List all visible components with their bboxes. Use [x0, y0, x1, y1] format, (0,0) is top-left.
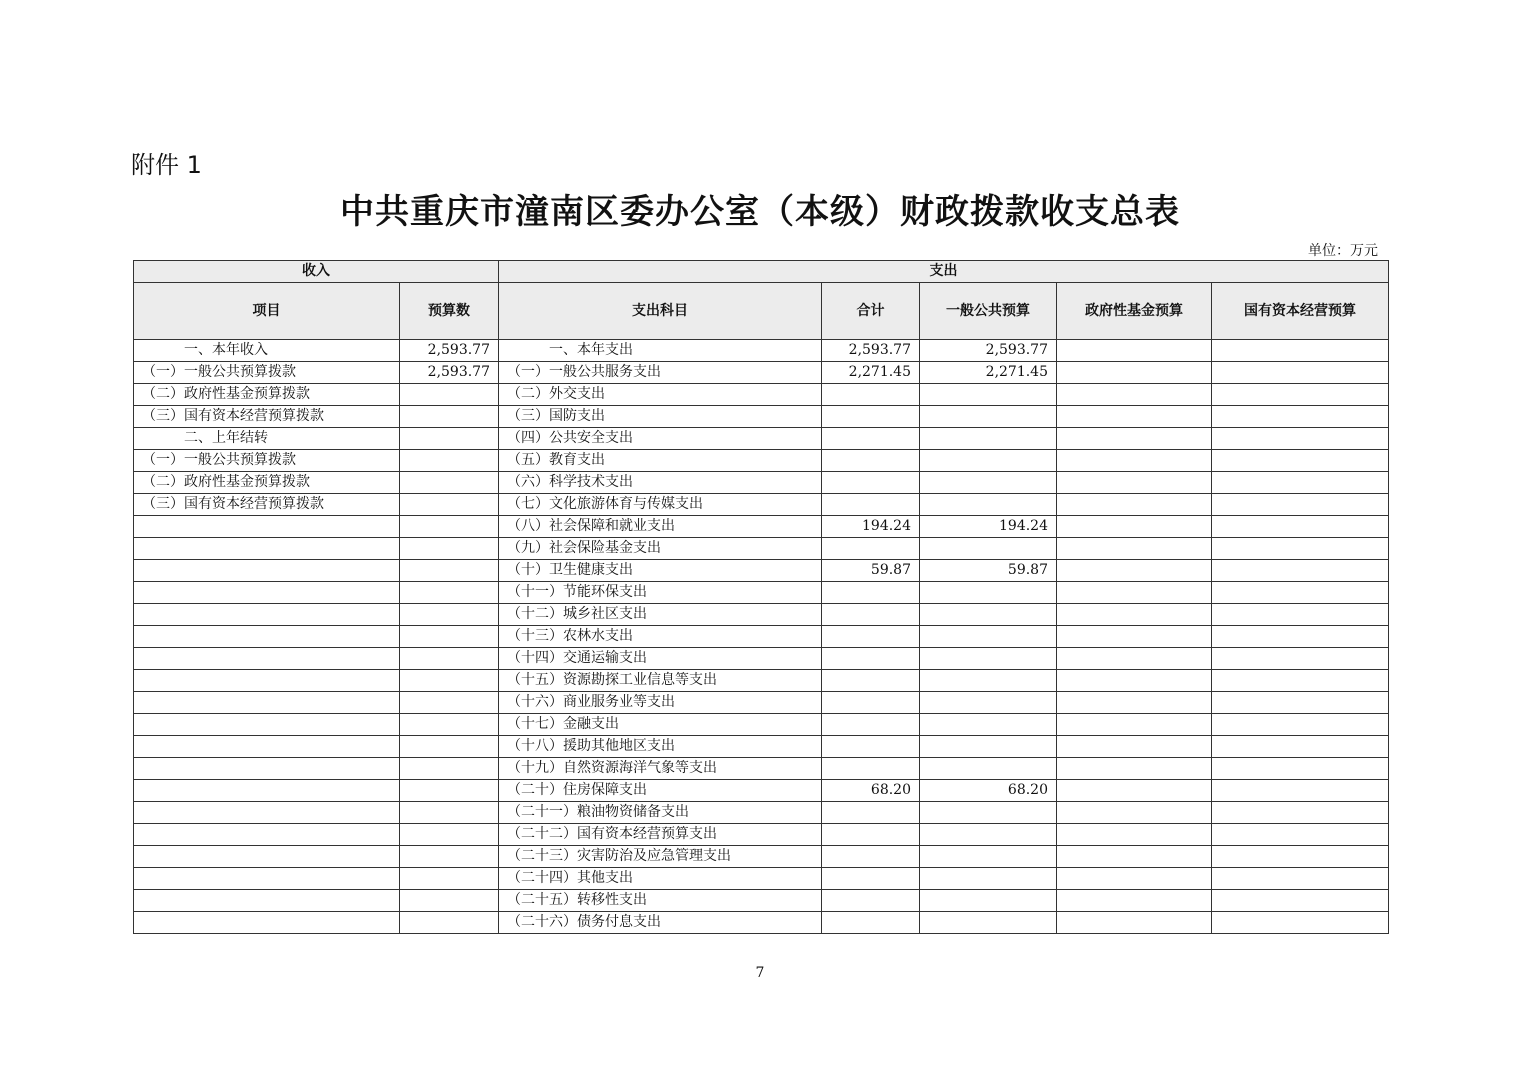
- state-capital-budget-cell: [1212, 846, 1389, 868]
- total-cell: [822, 604, 920, 626]
- total-cell: 2,271.45: [822, 362, 920, 384]
- general-budget-cell: [920, 890, 1057, 912]
- income-budget-cell: [400, 384, 499, 406]
- expense-subject-cell: （八）社会保障和就业支出: [499, 516, 822, 538]
- table-row: [134, 868, 1389, 890]
- total-cell: [822, 428, 920, 450]
- general-budget-cell: [920, 626, 1057, 648]
- state-capital-budget-cell: [1212, 648, 1389, 670]
- income-budget-cell: [400, 538, 499, 560]
- income-budget-cell: [400, 582, 499, 604]
- income-item-cell: [134, 758, 400, 780]
- income-budget-cell: [400, 824, 499, 846]
- income-budget-cell: [400, 494, 499, 516]
- general-budget-cell: [920, 846, 1057, 868]
- table-row: [134, 912, 1389, 934]
- general-budget-cell: [920, 912, 1057, 934]
- state-capital-budget-cell: [1212, 736, 1389, 758]
- total-cell: [822, 494, 920, 516]
- total-cell: [822, 912, 920, 934]
- income-budget-cell: [400, 868, 499, 890]
- expense-subject-cell: （三）国防支出: [499, 406, 822, 428]
- col-header-expense-subject: 支出科目: [499, 283, 822, 340]
- total-cell: [822, 736, 920, 758]
- table-row: [134, 428, 1389, 450]
- col-header-total: 合计: [822, 283, 920, 340]
- expense-subject-cell: （五）教育支出: [499, 450, 822, 472]
- state-capital-budget-cell: [1212, 890, 1389, 912]
- table-row: [134, 494, 1389, 516]
- table-row: [134, 846, 1389, 868]
- expense-subject-cell: （十四）交通运输支出: [499, 648, 822, 670]
- income-budget-cell: [400, 516, 499, 538]
- income-item-cell: [134, 890, 400, 912]
- state-capital-budget-cell: [1212, 912, 1389, 934]
- expense-subject-cell: （二十五）转移性支出: [499, 890, 822, 912]
- income-item-cell: [134, 780, 400, 802]
- table-row: [134, 340, 1389, 362]
- income-budget-cell: [400, 780, 499, 802]
- expense-subject-cell: （二十四）其他支出: [499, 868, 822, 890]
- income-item-cell: [134, 538, 400, 560]
- income-item-cell: （三）国有资本经营预算拨款: [134, 406, 400, 428]
- income-budget-cell: [400, 604, 499, 626]
- table-row: [134, 714, 1389, 736]
- income-item-cell: [134, 912, 400, 934]
- general-budget-cell: [920, 868, 1057, 890]
- total-cell: 2,593.77: [822, 340, 920, 362]
- table-row: [134, 582, 1389, 604]
- income-budget-cell: [400, 846, 499, 868]
- expense-subject-cell: （二十）住房保障支出: [499, 780, 822, 802]
- state-capital-budget-cell: [1212, 868, 1389, 890]
- general-budget-cell: [920, 494, 1057, 516]
- income-budget-cell: [400, 670, 499, 692]
- table-row: [134, 890, 1389, 912]
- attachment-label: 附件 1: [131, 151, 202, 179]
- income-budget-cell: 2,593.77: [400, 340, 499, 362]
- income-item-cell: [134, 626, 400, 648]
- table-row: [134, 648, 1389, 670]
- state-capital-budget-cell: [1212, 758, 1389, 780]
- fund-budget-cell: [1057, 648, 1212, 670]
- total-cell: [822, 846, 920, 868]
- state-capital-budget-cell: [1212, 604, 1389, 626]
- expense-subject-cell: （二十三）灾害防治及应急管理支出: [499, 846, 822, 868]
- total-cell: [822, 802, 920, 824]
- total-cell: [822, 384, 920, 406]
- state-capital-budget-cell: [1212, 472, 1389, 494]
- fund-budget-cell: [1057, 736, 1212, 758]
- state-capital-budget-cell: [1212, 384, 1389, 406]
- general-budget-cell: [920, 604, 1057, 626]
- table-row: [134, 824, 1389, 846]
- col-header-budget: 预算数: [400, 283, 499, 340]
- table-row: [134, 384, 1389, 406]
- total-cell: 68.20: [822, 780, 920, 802]
- fund-budget-cell: [1057, 340, 1212, 362]
- income-budget-cell: [400, 736, 499, 758]
- fund-budget-cell: [1057, 758, 1212, 780]
- col-header-state-capital-budget: 国有资本经营预算: [1212, 283, 1389, 340]
- table-row: [134, 362, 1389, 384]
- fund-budget-cell: [1057, 384, 1212, 406]
- income-item-cell: [134, 648, 400, 670]
- expense-subject-cell: （四）公共安全支出: [499, 428, 822, 450]
- state-capital-budget-cell: [1212, 824, 1389, 846]
- income-budget-cell: [400, 912, 499, 934]
- income-budget-cell: [400, 560, 499, 582]
- expense-subject-cell: （十六）商业服务业等支出: [499, 692, 822, 714]
- fund-budget-cell: [1057, 780, 1212, 802]
- general-budget-cell: 2,271.45: [920, 362, 1057, 384]
- table-row: [134, 560, 1389, 582]
- table-row: [134, 472, 1389, 494]
- fund-budget-cell: [1057, 670, 1212, 692]
- state-capital-budget-cell: [1212, 450, 1389, 472]
- state-capital-budget-cell: [1212, 714, 1389, 736]
- general-budget-cell: [920, 450, 1057, 472]
- income-budget-cell: [400, 450, 499, 472]
- table-row: [134, 604, 1389, 626]
- fund-budget-cell: [1057, 406, 1212, 428]
- general-budget-cell: [920, 824, 1057, 846]
- total-cell: [822, 758, 920, 780]
- total-cell: [822, 890, 920, 912]
- state-capital-budget-cell: [1212, 692, 1389, 714]
- fund-budget-cell: [1057, 560, 1212, 582]
- table-row: [134, 538, 1389, 560]
- expense-subject-cell: （六）科学技术支出: [499, 472, 822, 494]
- expense-subject-cell: （十二）城乡社区支出: [499, 604, 822, 626]
- income-budget-cell: 2,593.77: [400, 362, 499, 384]
- table-row: [134, 802, 1389, 824]
- page-number: 7: [755, 965, 765, 981]
- income-item-cell: [134, 692, 400, 714]
- fund-budget-cell: [1057, 846, 1212, 868]
- fund-budget-cell: [1057, 802, 1212, 824]
- table-row: [134, 736, 1389, 758]
- total-cell: [822, 538, 920, 560]
- expense-subject-cell: （十九）自然资源海洋气象等支出: [499, 758, 822, 780]
- state-capital-budget-cell: [1212, 494, 1389, 516]
- total-cell: [822, 868, 920, 890]
- expense-subject-cell: （二十一）粮油物资储备支出: [499, 802, 822, 824]
- expense-subject-cell: （十五）资源勘探工业信息等支出: [499, 670, 822, 692]
- page-title: 中共重庆市潼南区委办公室（本级）财政拨款收支总表: [340, 192, 1180, 232]
- general-budget-cell: 194.24: [920, 516, 1057, 538]
- general-budget-cell: [920, 692, 1057, 714]
- state-capital-budget-cell: [1212, 516, 1389, 538]
- income-item-cell: 一、本年收入: [134, 340, 400, 362]
- total-cell: [822, 626, 920, 648]
- total-cell: [822, 648, 920, 670]
- income-budget-cell: [400, 692, 499, 714]
- income-item-cell: [134, 714, 400, 736]
- state-capital-budget-cell: [1212, 538, 1389, 560]
- income-item-cell: [134, 582, 400, 604]
- fund-budget-cell: [1057, 714, 1212, 736]
- expense-subject-cell: （一）一般公共服务支出: [499, 362, 822, 384]
- income-budget-cell: [400, 714, 499, 736]
- fund-budget-cell: [1057, 890, 1212, 912]
- general-budget-cell: [920, 802, 1057, 824]
- income-budget-cell: [400, 626, 499, 648]
- state-capital-budget-cell: [1212, 340, 1389, 362]
- income-item-cell: [134, 802, 400, 824]
- expense-subject-cell: （十八）援助其他地区支出: [499, 736, 822, 758]
- state-capital-budget-cell: [1212, 802, 1389, 824]
- general-budget-cell: [920, 736, 1057, 758]
- fund-budget-cell: [1057, 582, 1212, 604]
- income-budget-cell: [400, 758, 499, 780]
- income-item-cell: （二）政府性基金预算拨款: [134, 472, 400, 494]
- state-capital-budget-cell: [1212, 582, 1389, 604]
- income-budget-cell: [400, 472, 499, 494]
- fund-budget-cell: [1057, 692, 1212, 714]
- state-capital-budget-cell: [1212, 670, 1389, 692]
- expense-subject-cell: （二十六）债务付息支出: [499, 912, 822, 934]
- income-item-cell: 二、上年结转: [134, 428, 400, 450]
- general-budget-cell: [920, 428, 1057, 450]
- fund-budget-cell: [1057, 472, 1212, 494]
- expense-subject-cell: （二十二）国有资本经营预算支出: [499, 824, 822, 846]
- state-capital-budget-cell: [1212, 406, 1389, 428]
- fund-budget-cell: [1057, 868, 1212, 890]
- income-item-cell: [134, 604, 400, 626]
- expense-group-header: 支出: [499, 261, 1389, 283]
- expense-subject-cell: （十）卫生健康支出: [499, 560, 822, 582]
- income-item-cell: [134, 846, 400, 868]
- general-budget-cell: [920, 538, 1057, 560]
- income-item-cell: （三）国有资本经营预算拨款: [134, 494, 400, 516]
- expense-subject-cell: 一、本年支出: [499, 340, 822, 362]
- fund-budget-cell: [1057, 450, 1212, 472]
- table-row: [134, 626, 1389, 648]
- general-budget-cell: [920, 384, 1057, 406]
- income-item-cell: [134, 824, 400, 846]
- group-header-row: [134, 261, 1389, 283]
- income-item-cell: [134, 868, 400, 890]
- general-budget-cell: [920, 714, 1057, 736]
- income-item-cell: （一）一般公共预算拨款: [134, 450, 400, 472]
- col-header-general-budget: 一般公共预算: [920, 283, 1057, 340]
- state-capital-budget-cell: [1212, 780, 1389, 802]
- state-capital-budget-cell: [1212, 626, 1389, 648]
- table-row: [134, 780, 1389, 802]
- expense-subject-cell: （二）外交支出: [499, 384, 822, 406]
- fund-budget-cell: [1057, 494, 1212, 516]
- income-item-cell: [134, 736, 400, 758]
- income-item-cell: [134, 516, 400, 538]
- income-budget-cell: [400, 428, 499, 450]
- col-header-fund-budget: 政府性基金预算: [1057, 283, 1212, 340]
- table-row: [134, 670, 1389, 692]
- income-budget-cell: [400, 802, 499, 824]
- table-row: [134, 450, 1389, 472]
- state-capital-budget-cell: [1212, 428, 1389, 450]
- expense-subject-cell: （十三）农林水支出: [499, 626, 822, 648]
- expense-subject-cell: （十七）金融支出: [499, 714, 822, 736]
- fund-budget-cell: [1057, 516, 1212, 538]
- income-budget-cell: [400, 648, 499, 670]
- total-cell: [822, 582, 920, 604]
- table-row: [134, 406, 1389, 428]
- total-cell: 194.24: [822, 516, 920, 538]
- income-item-cell: （二）政府性基金预算拨款: [134, 384, 400, 406]
- general-budget-cell: [920, 758, 1057, 780]
- fund-budget-cell: [1057, 362, 1212, 384]
- general-budget-cell: [920, 406, 1057, 428]
- fund-budget-cell: [1057, 824, 1212, 846]
- total-cell: [822, 714, 920, 736]
- state-capital-budget-cell: [1212, 362, 1389, 384]
- general-budget-cell: 59.87: [920, 560, 1057, 582]
- income-item-cell: [134, 560, 400, 582]
- table-row: [134, 516, 1389, 538]
- income-group-header: 收入: [134, 261, 499, 283]
- income-budget-cell: [400, 406, 499, 428]
- fund-budget-cell: [1057, 626, 1212, 648]
- total-cell: [822, 824, 920, 846]
- col-header-item: 项目: [134, 283, 400, 340]
- total-cell: 59.87: [822, 560, 920, 582]
- general-budget-cell: [920, 582, 1057, 604]
- table-row: [134, 758, 1389, 780]
- fund-budget-cell: [1057, 428, 1212, 450]
- total-cell: [822, 670, 920, 692]
- general-budget-cell: 2,593.77: [920, 340, 1057, 362]
- column-header-row: [134, 283, 1389, 340]
- income-budget-cell: [400, 890, 499, 912]
- total-cell: [822, 692, 920, 714]
- total-cell: [822, 450, 920, 472]
- total-cell: [822, 472, 920, 494]
- general-budget-cell: [920, 472, 1057, 494]
- unit-label: 单位：万元: [1308, 243, 1378, 259]
- general-budget-cell: 68.20: [920, 780, 1057, 802]
- table-row: [134, 692, 1389, 714]
- fund-budget-cell: [1057, 604, 1212, 626]
- total-cell: [822, 406, 920, 428]
- income-item-cell: （一）一般公共预算拨款: [134, 362, 400, 384]
- expense-subject-cell: （九）社会保险基金支出: [499, 538, 822, 560]
- income-item-cell: [134, 670, 400, 692]
- general-budget-cell: [920, 670, 1057, 692]
- fund-budget-cell: [1057, 538, 1212, 560]
- expense-subject-cell: （七）文化旅游体育与传媒支出: [499, 494, 822, 516]
- budget-table: [133, 260, 1389, 934]
- state-capital-budget-cell: [1212, 560, 1389, 582]
- expense-subject-cell: （十一）节能环保支出: [499, 582, 822, 604]
- fund-budget-cell: [1057, 912, 1212, 934]
- general-budget-cell: [920, 648, 1057, 670]
